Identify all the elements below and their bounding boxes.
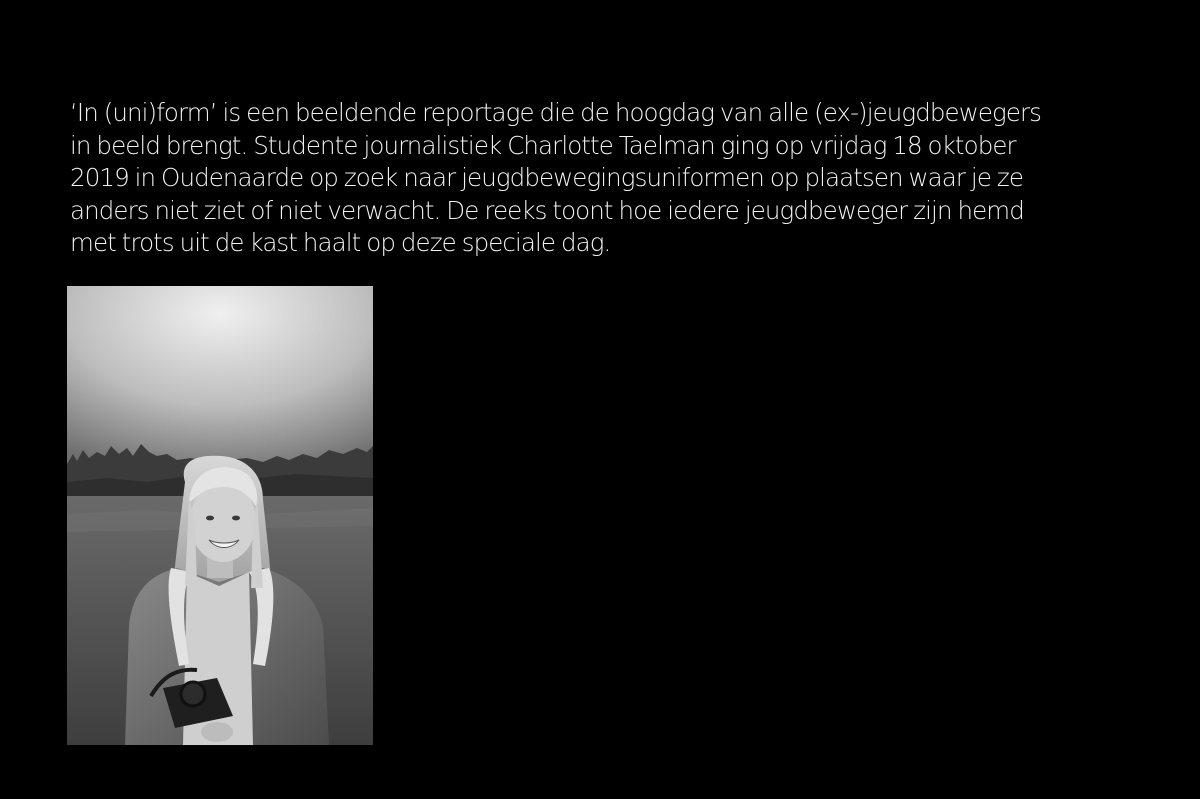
intro-line: 2019 in Oudenaarde op zoek naar jeugdbewegingsuniformen op plaatsen waar je ze <box>70 163 1024 192</box>
portrait-illustration <box>67 286 373 745</box>
intro-line: anders niet ziet of niet verwacht. De reeks toont hoe iedere jeugdbeweger zijn hemd <box>70 195 1024 225</box>
intro-line: ‘In (uni)form’ is een beeldende reportage die de hoogdag van alle (ex-)jeugdbewegers <box>70 98 1042 127</box>
intro-line: met trots uit de kast haalt op deze speciale dag. <box>70 228 611 257</box>
intro-paragraph <box>70 97 1150 260</box>
portrait-photo <box>67 286 373 745</box>
intro-line: in beeld brengt. Studente journalistiek Charlotte Taelman ging op vrijdag 18 oktober <box>70 130 1016 160</box>
